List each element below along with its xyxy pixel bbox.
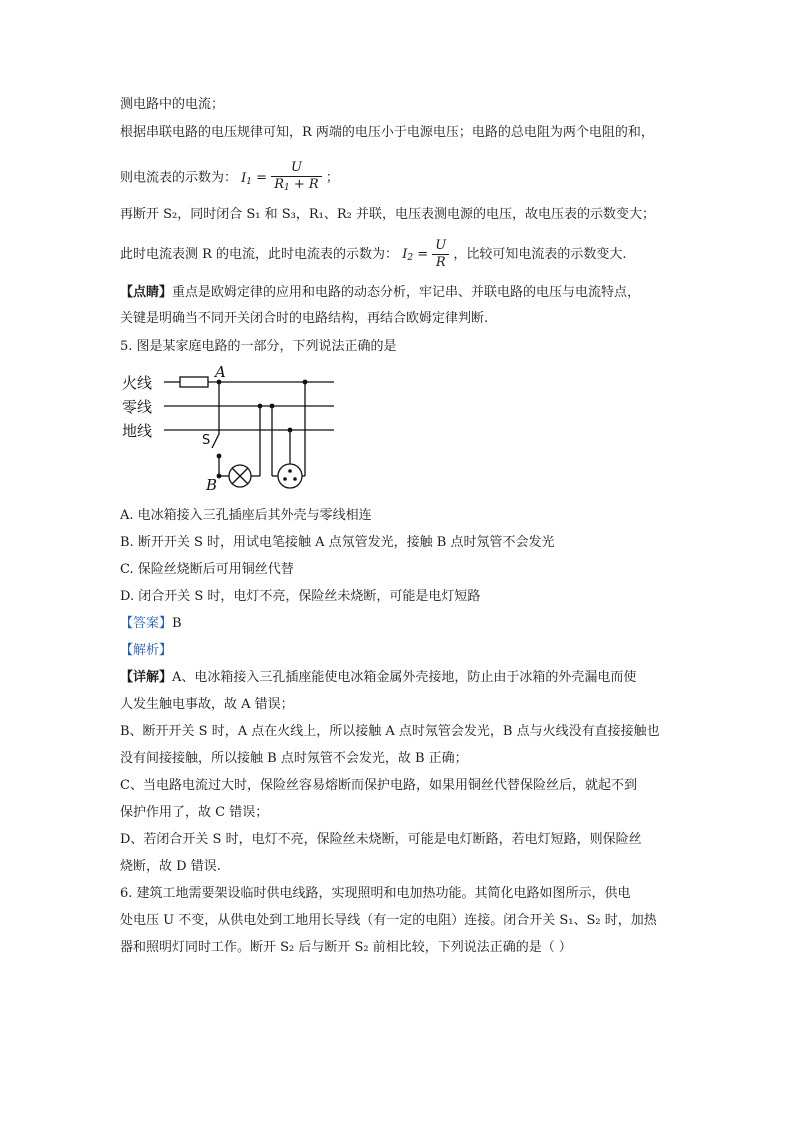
answer-line bbox=[120, 615, 182, 633]
text-line: 再断开 S₂，同时闭合 S₁ 和 S₃，R₁、R₂ 并联，电压表测电源的电压，故电压表的示数变大； bbox=[120, 207, 656, 222]
fraction-u-over-r: $\frac{U}{R}$ bbox=[432, 238, 449, 271]
option-a: A. 电冰箱接入三孔插座后其外壳与零线相连 bbox=[120, 508, 372, 523]
formula-lhs: $I_2$ bbox=[402, 247, 414, 263]
switch-s-label: S bbox=[202, 433, 211, 448]
equals-sign: = bbox=[417, 247, 429, 262]
tip-tag: 【点睛】 bbox=[120, 285, 173, 300]
formula-lhs: $I_1$ bbox=[241, 170, 253, 187]
detail-line: B、断开开关 S 时，A 点在火线上，所以接触 A 点时氖管会发光，B 点与火线没有直接接触也 bbox=[120, 724, 660, 739]
text-fragment: ； bbox=[325, 170, 339, 186]
formula-line bbox=[120, 238, 627, 271]
detail-line: D、若闭合开关 S 时，电灯不亮，保险丝未烧断，可能是电灯断路，若电灯短路，则保险丝 bbox=[120, 832, 642, 847]
equals-sign: = bbox=[256, 170, 268, 186]
tip-line: 【点睛】重点是欧姆定律的应用和电路的动态分析，牢记串、并联电路的电压与电流特点， bbox=[120, 285, 641, 300]
question-stem-cont: 处电压 U 不变，从供电处到工地用长导线（有一定的电阻）连接。闭合开关 S₁、S₂ 时，加热 bbox=[120, 913, 657, 928]
detail-tag: 【详解】 bbox=[120, 670, 173, 685]
point-b-label: B bbox=[206, 476, 218, 492]
text-line: 测电路中的电流； bbox=[120, 97, 225, 112]
ground-wire-label: 地线 bbox=[122, 422, 153, 440]
fraction-u-over-r1-plus-r: $\frac{U}{R_1 + R}$ bbox=[271, 160, 321, 196]
option-d: D. 闭合开关 S 时，电灯不亮，保险丝未烧断，可能是电灯短路 bbox=[120, 589, 481, 604]
question-stem: 5. 图是某家庭电路的一部分，下列说法正确的是 bbox=[120, 339, 397, 354]
detail-line: 人发生触电事故，故 A 错误； bbox=[120, 697, 294, 712]
detail-line: C、当电路电流过大时，保险丝容易熔断而保护电路，如果用铜丝代替保险丝后，就起不到 bbox=[120, 778, 637, 793]
point-a-label: A bbox=[215, 363, 226, 381]
question-stem: 6. 建筑工地需要架设临时供电线路，实现照明和电加热功能。其简化电路如图所示，供电 bbox=[120, 886, 631, 901]
switch-s bbox=[212, 434, 219, 448]
live-wire-label: 火线 bbox=[122, 374, 153, 392]
fuse bbox=[180, 377, 208, 387]
text-fragment: 则电流表的示数为： bbox=[120, 170, 238, 186]
text-fragment: ，比较可知电流表的示数变大. bbox=[453, 247, 627, 262]
detail-line: 烧断，故 D 错误. bbox=[120, 859, 221, 874]
neutral-wire-label: 零线 bbox=[122, 398, 153, 416]
answer-value: B bbox=[172, 616, 182, 631]
three-hole-socket bbox=[278, 464, 302, 488]
option-c: C. 保险丝烧断后可用铜丝代替 bbox=[120, 562, 294, 577]
household-circuit-diagram bbox=[118, 362, 348, 492]
text-fragment: 此时电流表测 R 的电流，此时电流表的示数为： bbox=[120, 247, 399, 262]
formula-line bbox=[120, 160, 339, 196]
question-stem-cont: 器和照明灯同时工作。断开 S₂ 后与断开 S₂ 前相比较，下列说法正确的是（ ） bbox=[120, 940, 572, 955]
junction-b bbox=[217, 474, 222, 479]
detail-line: 【详解】A、电冰箱接入三孔插座能使电冰箱金属外壳接地，防止由于冰箱的外壳漏电而使 bbox=[120, 670, 637, 685]
text-line: 根据串联电路的电压规律可知，R 两端的电压小于电源电压；电路的总电阻为两个电阻的和， bbox=[120, 125, 654, 140]
detail-line: 保护作用了，故 C 错误； bbox=[120, 805, 269, 820]
analysis-tag: 【解析】 bbox=[120, 643, 173, 658]
option-b: B. 断开开关 S 时，用试电笔接触 A 点氖管发光，接触 B 点时氖管不会发光 bbox=[120, 535, 555, 550]
text-line: 关键是明确当不同开关闭合时的电路结构，再结合欧姆定律判断. bbox=[120, 311, 489, 326]
detail-line: 没有间接接触，所以接触 B 点时氖管不会发光，故 B 正确； bbox=[120, 751, 468, 766]
answer-tag: 【答案】 bbox=[120, 616, 173, 631]
